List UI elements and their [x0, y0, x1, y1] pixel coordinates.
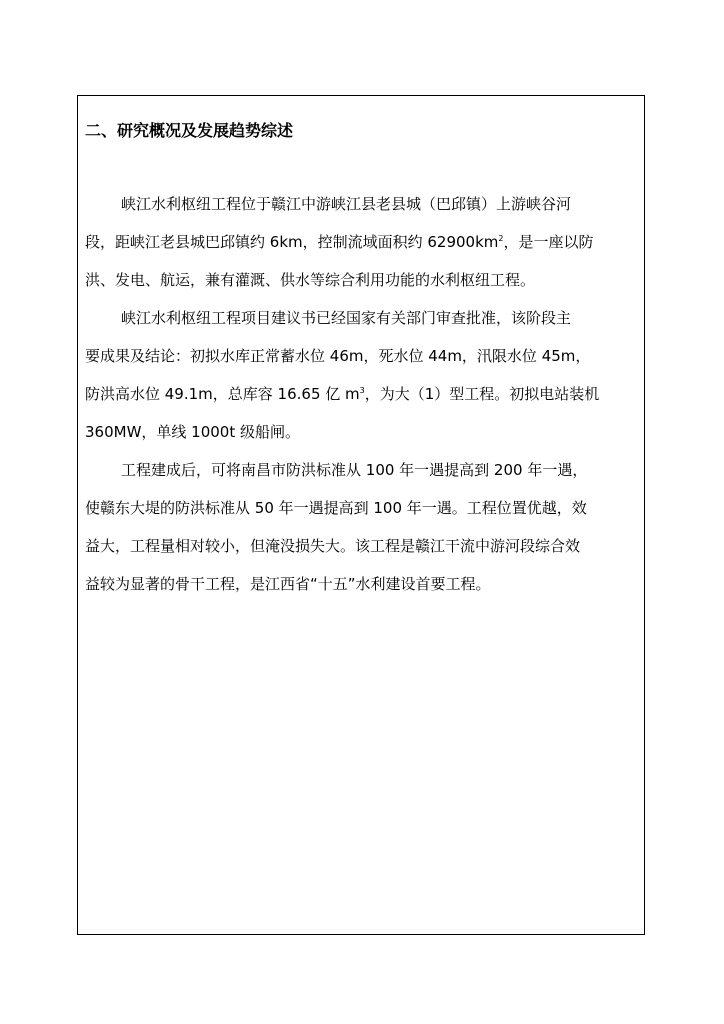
superscript-2: 2 — [498, 234, 504, 243]
paragraph-3-line-3: 益大，工程量相对较小，但淹没损失大。该工程是赣江干流中游河段综合效 — [85, 537, 581, 555]
paragraph-2-line-2: 要成果及结论：初拟水库正常蓄水位 46m，死水位 44m，汛限水位 45m， — [85, 347, 591, 365]
body-text — [85, 185, 637, 603]
paragraph-2 — [85, 299, 637, 451]
paragraph-2-line-3-tail: ，为大（1）型工程。初拟电站装机 — [364, 385, 600, 403]
section-title: 二、研究概况及发展趋势综述 — [85, 121, 294, 140]
paragraph-2-line-4: 360MW，单线 1000t 级船闸。 — [85, 423, 300, 441]
paragraph-1 — [85, 185, 637, 299]
paragraph-3-line-4: 益较为显著的骨干工程，是江西省“十五”水利建设首要工程。 — [85, 575, 491, 593]
paragraph-2-line-3 — [85, 375, 637, 413]
paragraph-1-line-1: 峡江水利枢纽工程位于赣江中游峡江县老县城（巴邱镇）上游峡谷河 — [121, 195, 572, 213]
document-frame — [77, 95, 645, 935]
paragraph-1-line-2 — [85, 223, 637, 261]
paragraph-1-line-3: 洪、发电、航运，兼有灌溉、供水等综合利用功能的水利枢纽工程。 — [85, 271, 536, 289]
paragraph-3 — [85, 451, 637, 603]
paragraph-3-line-2: 使赣东大堤的防洪标准从 50 年一遇提高到 100 年一遇。工程位置优越，效 — [85, 499, 587, 517]
superscript-3: 3 — [359, 386, 365, 395]
paragraph-1-line-2-text: 段，距峡江老县城巴邱镇约 6km，控制流域面积约 62900km — [85, 233, 499, 251]
paragraph-3-line-1: 工程建成后，可将南昌市防洪标准从 100 年一遇提高到 200 年一遇， — [121, 461, 588, 479]
paragraph-2-line-1: 峡江水利枢纽工程项目建议书已经国家有关部门审查批准，该阶段主 — [121, 309, 572, 327]
paragraph-2-line-3-text: 防洪高水位 49.1m，总库容 16.65 亿 m — [85, 385, 360, 403]
paragraph-1-line-2-tail: ，是一座以防 — [503, 233, 594, 251]
